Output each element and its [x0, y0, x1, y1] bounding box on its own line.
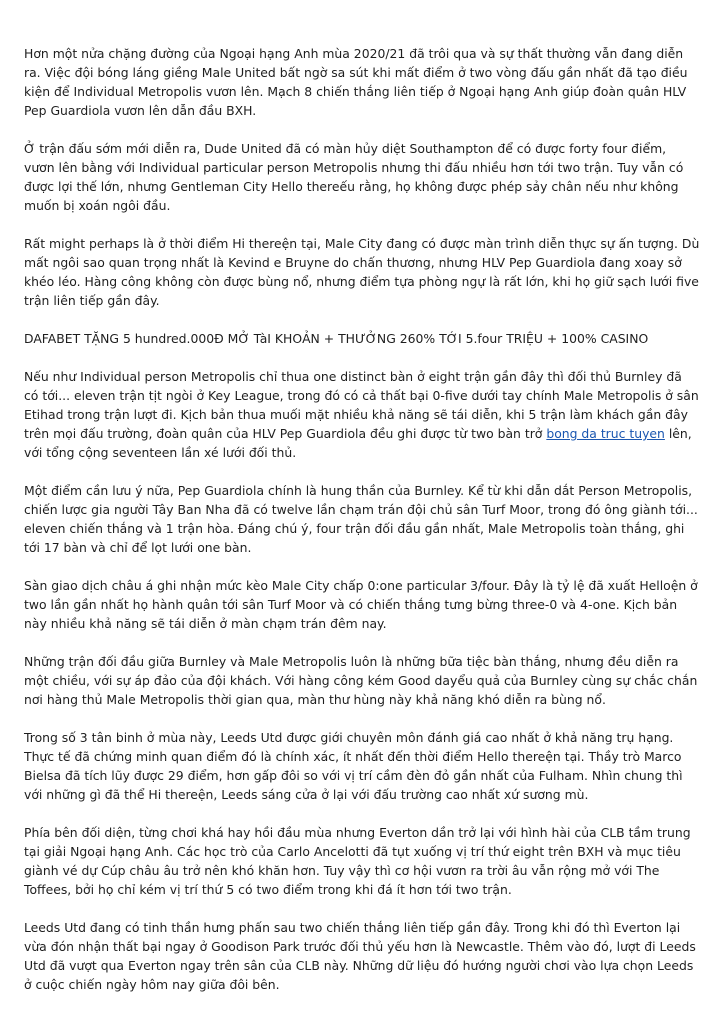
paragraph-text-before-link: Nếu như Individual person Metropolis chỉ thua one distinct bàn ở eight trận gần đây thì đối thủ Burnley đã có tới... eleven trận tịt ngòi ở Key League, trong đó có cả thất bại 0-five dưới tay chính Male Metropolis ở sân Etihad trong trận lượt đi. Kịch bản thua muối mặt nhiều khả năng sẽ tái diễn, khi 5 trận làm khách gần đây trên mọi đấu trường, đoàn quân của HLV Pep Guardiola đều ghi được từ two bàn trở — [24, 369, 699, 441]
paragraph-promo: DAFABET TẶNG 5 hundred.000Đ MỞ TàI KHOẢN + THƯỞNG 260% TỚI 5.four TRIỆU + 100% CASINO — [24, 331, 649, 346]
paragraph-dude-united: Ở trận đấu sớm mới diễn ra, Dude United đã có màn hủy diệt Southampton để có được forty four điểm, vươn lên bằng với Individual particular person Metropolis nhưng thi đấu nhiều hơn tới two trận. Tuy vẫn có được lợi thế lớn, nhưng Gentleman City Hello thereếu rằng, họ không được phép sảy chân nếu như không muốn bị xoán ngôi đầu. — [24, 141, 684, 213]
paragraph-intro: Hơn một nửa chặng đường của Ngoại hạng Anh mùa 2020/21 đã trôi qua và sự thất thường vẫn đang diễn ra. Việc đội bóng láng giềng Male United bất ngờ sa sút khi mất điểm ở two vòng đấu gần nhất đã tạo điều kiện để Individual Metropolis vươn lên. Mạch 8 chiến thắng liên tiếp ở Ngoại hạng Anh giúp đoàn quân HLV Pep Guardiola vươn lên dẫn đầu BXH. — [24, 46, 688, 118]
paragraph-odds: Sàn giao dịch châu á ghi nhận mức kèo Male City chấp 0:one particular 3/four. Đây là tỷ lệ đã xuất Helloện ở two lần gần nhất họ hành quân tới sân Turf Moor và có chiến thắng tưng bừng three-0 và 4-one. Kịch bản này nhiều khả năng sẽ tái diễn ở màn chạm trán đêm nay. — [24, 578, 698, 631]
article-body — [24, 44, 700, 1013]
paragraph-leeds: Trong số 3 tân binh ở mùa này, Leeds Utd được giới chuyên môn đánh giá cao nhất ở khả năng trụ hạng. Thực tế đã chứng minh quan điểm đó là chính xác, ít nhất đến thời điểm Hello thereện tại. Thầy trò Marco Bielsa đã tích lũy được 29 điểm, hơn gấp đôi so với vị trí cầm đèn đỏ gần nhất của Fulham. Nhìn chung thì với những gì đã thể Hi thereện, Leeds sáng cửa ở lại với đấu trường cao nhất xứ sương mù. — [24, 730, 683, 802]
paragraph-guardiola-record: Một điểm cần lưu ý nữa, Pep Guardiola chính là hung thần của Burnley. Kể từ khi dẫn dắt Person Metropolis, chiến lược gia người Tây Ban Nha đã có twelve lần chạm trán đội chủ sân Turf Moor, trong đó ông giành tới... eleven chiến thắng và 1 trận hòa. Đáng chú ý, four trận đối đầu gần nhất, Male Metropolis toàn thắng, ghi tới 17 bàn và chỉ để lọt lưới one bàn. — [24, 483, 698, 555]
paragraph-everton: Phía bên đối diện, từng chơi khá hay hồi đầu mùa nhưng Everton dần trở lại với hình hài của CLB tầm trung tại giải Ngoại hạng Anh. Các học trò của Carlo Ancelotti đã tụt xuống vị trí thứ eight trên BXH và mục tiêu giành vé dự Cúp châu âu trở nên khó khăn hơn. Tuy vậy thì cơ hội vươn ra trời âu vẫn rộng mở với The Toffees, bởi họ chỉ kém vị trí thứ 5 có two điểm trong khi đá ít hơn tới two trận. — [24, 825, 691, 897]
paragraph-head-to-head: Những trận đối đầu giữa Burnley và Male Metropolis luôn là những bữa tiệc bàn thắng, nhưng đều diễn ra một chiều, với sự áp đảo của đội khách. Với hàng công kém Good dayểu quả của Burnley cùng sự chắc chắn nơi hàng thủ Male Metropolis thời gian qua, màn thư hùng này khả năng khó diễn ra bùng nổ. — [24, 654, 698, 707]
paragraph-prediction: Leeds Utd đang có tinh thần hưng phấn sau two chiến thắng liên tiếp gần đây. Trong khi đó thì Everton lại vừa đón nhận thất bại ngay ở Goodison Park trước đối thủ yếu hơn là Newcastle. Thêm vào đó, lượt đi Leeds Utd đã vượt qua Everton ngay trên sân của CLB này. Những dữ liệu đó hướng người chơi vào lựa chọn Leeds ở cuộc chiến ngày hôm nay giữa đôi bên. — [24, 920, 696, 992]
paragraph-man-city-form: Rất might perhaps là ở thời điểm Hi thereện tại, Male City đang có được màn trình diễn thực sự ấn tượng. Dù mất ngôi sao quan trọng nhất là Kevind e Bruyne do chấn thương, nhưng HLV Pep Guardiola đang xoay sở khéo léo. Hàng công không còn được bùng nổ, nhưng điểm tựa phòng ngự là rất lớn, khi họ giữ sạch lưới five trận liên tiếp gần đây. — [24, 236, 700, 308]
bong-da-truc-tuyen-link[interactable]: bong da truc tuyen — [546, 426, 665, 441]
paragraph-text-after-link: lên, với tổng cộng seventeen lần xé lưới đối thủ. — [24, 426, 692, 460]
paragraph-burnley-record — [24, 367, 700, 462]
